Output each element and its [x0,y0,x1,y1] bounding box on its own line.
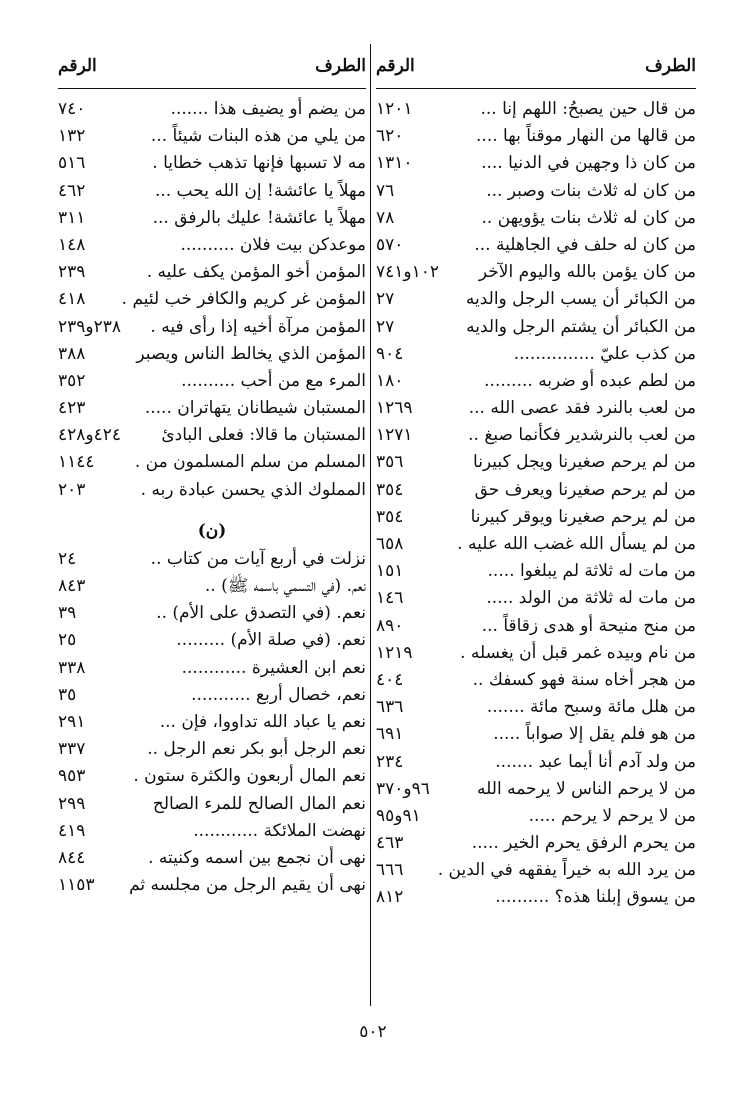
entry-text: نهى أن يقيم الرجل من مجلسه ثم [129,875,366,896]
entry-number: ٦٩١ [376,724,404,745]
entry-text: نعم. (في صلة الأم) ......... [176,630,366,651]
entry-number: ٨٤٤ [58,847,86,868]
index-entry [376,640,696,667]
entry-text: من هلل مائة وسبح مائة ....... [486,697,696,718]
entry-text: من كان له ثلاث بنات يؤويهن .. [481,207,696,228]
index-entry [376,395,696,422]
index-column-left [58,44,366,1006]
entry-text: نعم. (في التصدق على الأم) .. [156,603,366,624]
entry-text: من لعب بالنرد فقد عصى الله ... [468,398,696,419]
entry-number: ١٨٠ [376,370,404,391]
index-entry [58,791,366,818]
index-entry [58,286,366,313]
index-entry [58,763,366,790]
entry-text: من قالها من النهار موقناً بها .... [476,126,696,147]
entry-number: ١٠٢و٧٤١ [376,262,440,283]
entry-number: ٧٨ [376,207,395,228]
entry-text: من نام وبيده غمر قبل أن يغسله . [460,642,696,663]
index-entry [58,259,366,286]
index-entry [58,232,366,259]
entry-number: ١١٥٣ [58,875,95,896]
entry-text: المؤمن غر كريم والكافر خب لئيم . [121,289,366,310]
entry-number: ٦٣٦ [376,697,404,718]
index-entry [58,845,366,872]
entry-number: ٣٨٨ [58,343,86,364]
index-entry [58,422,366,449]
index-entry [376,749,696,776]
entry-text: نعم المال الصالح للمرء الصالح [152,793,366,814]
entry-number: ٣٣٧ [58,739,86,760]
page-number: ٥٠٢ [359,1022,387,1042]
header-term-label: الطرف [315,56,366,76]
index-entry [376,531,696,558]
entry-text: نعم ابن العشيرة ............ [181,657,366,678]
entry-text: موعدكن بيت فلان .......... [180,234,366,255]
index-entry [376,205,696,232]
entry-number: ٢٩١ [58,711,86,732]
entry-number: ٢٣٤ [376,751,404,772]
entry-number: ٤١٨ [58,289,86,310]
entry-number: ٨١٢ [376,887,404,908]
index-entry [58,600,366,627]
entry-text: من قال حين يصبحُ: اللهم إنا ... [480,99,696,119]
header-number-label: الرقم [58,56,97,76]
entry-text: المملوك الذي يحسن عبادة ربه . [140,479,366,500]
entry-number: ٢٧ [376,289,395,310]
entry-text: من لا يرحم لا يرحم ..... [528,805,696,826]
column-header [58,44,366,89]
entry-number: ٢٤ [58,548,77,569]
section-heading: (ن) [197,520,227,541]
entry-number: ١٢٧١ [376,425,413,446]
entry-number: ٣٥٢ [58,370,86,391]
entry-number: ٩٥٣ [58,766,86,787]
index-entry [376,368,696,395]
index-entry [376,477,696,504]
entry-text: من كذب عليّ ............... [513,343,696,364]
index-entry [58,178,366,205]
entry-text: من لم يرحم صغيرنا ويجل كبيرنا [473,452,696,473]
entry-number: ٧٤٠ [58,99,86,119]
entry-number: ١٢٦٩ [376,398,413,419]
index-entry [376,884,696,911]
index-entry [376,150,696,177]
index-entry [376,259,696,286]
entry-text: من لطم عبده أو ضربه ......... [484,370,696,391]
header-term-label: الطرف [645,56,696,76]
entry-number: ٢٩٩ [58,793,86,814]
index-entry [376,830,696,857]
entry-number: ٣٥٤ [376,506,404,527]
entry-text: من يسوق إبلنا هذه؟ .......... [495,887,696,908]
entry-number: ٧٦ [376,180,395,201]
index-entry [58,150,366,177]
entry-text: من هجر أخاه سنة فهو كسفك .. [472,669,696,690]
entry-number: ٢٣٩ [58,262,86,283]
index-entry [376,558,696,585]
entries-list [376,89,696,912]
index-entry [376,286,696,313]
entry-text: من يضم أو يضيف هذا ....... [170,99,366,119]
index-entry [58,682,366,709]
entry-text: من مات له ثلاثة لم يبلغوا ..... [487,561,696,582]
entry-number: ٤٦٢ [58,180,86,201]
entry-number: ٤٠٤ [376,669,404,690]
entry-text: من الكبائر أن يشتم الرجل والديه [466,316,696,337]
index-entry [376,123,696,150]
entry-number: ٤٢٣ [58,398,86,419]
section-spacer [58,504,366,516]
entry-number: ٥٧٠ [376,234,404,255]
entry-text: من كان له ثلاث بنات وصبر ... [486,180,696,201]
entry-number: ٦٥٨ [376,534,404,554]
entry-text: من يحرم الرفق يحرم الخير ..... [471,833,696,854]
entry-number: ١١٤٤ [58,452,95,473]
index-entry [376,422,696,449]
entry-number: ٩٠٤ [376,343,404,364]
entry-text: نهى أن نجمع بين اسمه وكنيته . [148,847,366,868]
entry-number: ٣٣٨ [58,657,86,678]
entry-number: ٦٢٠ [376,126,404,147]
index-entry [58,818,366,845]
entry-number: ٢٣٨و٢٣٩ [58,316,122,337]
index-entry [376,613,696,640]
entry-text: المستبان ما قالا: فعلى البادئ [161,425,366,446]
entry-text: نعم المال أربعون والكثرة ستون . [133,766,366,787]
index-entry [58,449,366,476]
entry-text: نعم الرجل أبو بكر نعم الرجل .. [147,739,366,760]
index-entry [58,709,366,736]
entry-text: نعم، خصال أربع ........... [191,684,366,705]
entry-text: من هو فلم يقل إلا صواباً ..... [493,724,696,745]
index-entry [58,395,366,422]
entry-number: ٩١و٩٥ [376,805,421,826]
entry-number: ١٥١ [376,561,404,582]
entry-number: ١٢٠١ [376,99,413,119]
entry-text: من مات له ثلاثة من الولد ..... [486,588,696,609]
index-entry [58,736,366,763]
index-entry [376,857,696,884]
index-entry [58,655,366,682]
index-entry [376,314,696,341]
index-entry [376,667,696,694]
entry-number: ١٤٨ [58,234,86,255]
entry-number: ١٣٢ [58,126,86,147]
column-divider [370,44,371,1006]
index-entry [58,368,366,395]
entry-number: ٤٢٤و٤٢٨ [58,425,122,446]
index-entry [376,585,696,612]
column-header [376,44,696,89]
header-number-label: الرقم [376,56,415,76]
entry-number: ٣٥ [58,684,77,705]
index-entry [376,341,696,368]
entry-text: نعم يا عباد الله تداووا، فإن ... [159,711,366,732]
entry-text: المؤمن الذي يخالط الناس ويصبر [136,343,366,364]
entry-text: المؤمن أخو المؤمن يكف عليه . [146,262,366,283]
index-entry [58,573,366,600]
entry-text: من كان يؤمن بالله واليوم الآخر [478,262,696,283]
entry-number: ٢٠٣ [58,479,86,500]
entry-text: من منح منيحة أو هدى زقاقاً ... [481,615,696,636]
entry-number: ٣٩ [58,603,77,624]
index-column-right [376,44,696,1006]
entry-text: من كان ذا وجهين في الدنيا .... [481,153,696,174]
entry-text: من لم يرحم صغيرنا ويوقر كبيرنا [470,506,696,527]
entry-number: ١٢١٩ [376,642,413,663]
entry-text: من يلي من هذه البنات شيئاً ... [150,126,366,147]
entry-text: من يرد الله به خيراً يفقهه في الدين . [437,860,696,881]
index-entry [376,803,696,830]
index-entry [376,504,696,531]
index-entry [376,449,696,476]
entry-text: من لا يرحم الناس لا يرحمه الله [477,778,696,799]
entry-number: ١٣١٠ [376,153,413,174]
index-entry [58,477,366,504]
entry-text: من ولد آدم أنا أيما عبد ....... [495,751,696,772]
index-entry [376,776,696,803]
index-entry [58,314,366,341]
entry-text: مهلاً يا عائشة! عليك بالرفق ... [152,207,366,228]
index-entry [58,123,366,150]
entry-number: ٤٦٣ [376,833,404,854]
entry-text: نهضت الملائكة ............ [193,820,366,841]
entry-number: ٤١٩ [58,820,86,841]
entry-number: ٣١١ [58,207,86,228]
entry-number: ٣٥٤ [376,479,404,500]
index-entry [58,546,366,573]
entry-text: المؤمن مرآة أخيه إذا رأى فيه . [150,316,366,337]
index-entry [58,627,366,654]
index-entry [376,96,696,123]
index-entry [376,694,696,721]
entry-text: المستبان شيطانان يتهاتران ..... [144,398,366,419]
entry-text: المسلم من سلم المسلمون من . [134,452,366,473]
entry-text: من كان له حلف في الجاهلية ... [474,234,696,255]
index-entry [58,341,366,368]
index-entry [376,721,696,748]
entry-number: ٢٧ [376,316,395,337]
entry-text: من لم يرحم صغيرنا ويعرف حق [474,479,696,500]
entry-number: ٥١٦ [58,153,86,174]
entry-number: ٢٥ [58,630,77,651]
entry-text: نعم. (في التسمي باسمه ﷺ) .. [204,576,366,596]
entry-text: نزلت في أربع آيات من كتاب .. [150,548,366,569]
entries-list [58,89,366,899]
index-entry [58,205,366,232]
index-entry [376,232,696,259]
index-entry [376,178,696,205]
index-entry [58,96,366,123]
entry-number: ٦٦٦ [376,860,404,881]
entry-text: مه لا تسبها فإنها تذهب خطايا . [152,153,366,174]
entry-text: من لم يسأل الله غضب الله عليه . [457,534,696,554]
entry-text: من الكبائر أن يسب الرجل والديه [465,289,696,310]
entry-number: ٣٥٦ [376,452,404,473]
entry-text: المرء مع من أحب .......... [181,370,366,391]
index-entry [58,872,366,899]
entry-text: من لعب بالنرشدير فكأنما صبغ .. [468,425,696,446]
entry-text: مهلاً يا عائشة! إن الله يحب ... [154,180,366,201]
entry-number: ٨٩٠ [376,615,404,636]
entry-number: ١٤٦ [376,588,404,609]
entry-number: ٨٤٣ [58,576,86,596]
entry-number: ٩٦و٣٧٠ [376,778,430,799]
